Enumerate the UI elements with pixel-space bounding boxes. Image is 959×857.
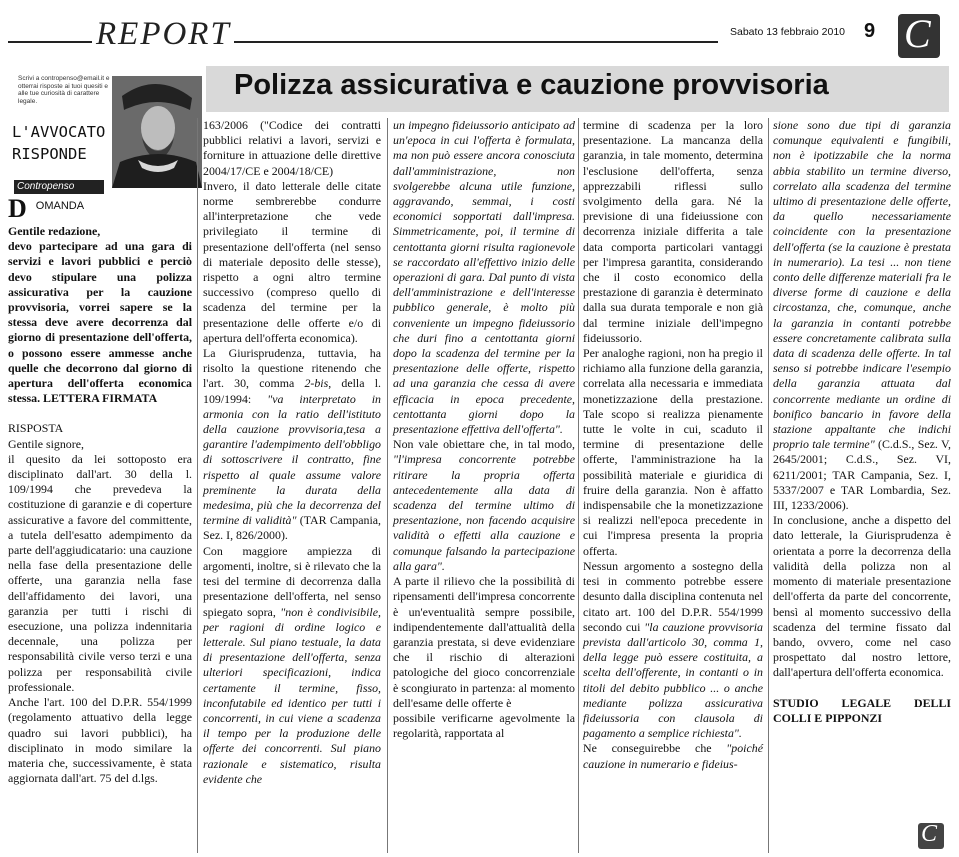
drop-cap: D: [8, 194, 27, 223]
body-paragraph: [203, 346, 381, 544]
column-4: [583, 118, 763, 772]
body-paragraph: [773, 118, 951, 513]
answer-paragraph: Anche l'art. 100 del D.P.R. 554/1999 (regolamento attuativo della legge quadro sui lavori pubblici), ha disciplinato in modo similare la materia che, successivamente, è stata aggiornata dall'art. 75 del d.lgs.: [8, 695, 192, 786]
header-rule-right: [234, 41, 718, 43]
signature: STUDIO LEGALE DELLI COLLI E PIPPONZI: [773, 695, 951, 725]
answer-greeting: Gentile signore,: [8, 436, 84, 451]
masthead-logo: [898, 11, 940, 58]
contropenso-logo: Contropenso: [14, 180, 104, 194]
quotation: "va interpretato in armonia con la ratio dell'istituto della cauzione provvisoria,tesa a garantire l'adempimento dell'obbligo di sottoscrivere il contratto, fine rispetto al quale assume valore preminente la durata della medesima, più che la decorrenza del termine di validità": [203, 391, 381, 528]
citation: (C.d.S., Sez. V, 2645/2001; C.d.S., Sez. VI, 6211/2001; TAR Campania, Sez. I, 5337/2007 e TAR Lombardia, Sez. III, 1233/2006).: [773, 437, 951, 513]
text-run: , della l. 109/1994:: [203, 376, 381, 406]
section-title: REPORT: [96, 16, 231, 52]
quotation: sione sono due tipi di garanzia comunque equivalenti e fungibili, non è ipotizzabile che la norma abbia stabilito un termine diverso, correlato alla scadenza del termine ultimo di presentazione delle offerte, da quello necessariamente coincidente con la presentazione dell'offerta (se la cauzione è prestata in numerario). La tesi ... non tiene conto delle differenze materiali fra le diverse forme di cauzione e della circostanza, che, comunque, anche la garanzia in contanti potrebbe essere concretamente calibrata sulla data di scadenza delle offerte. In tal senso si potrebbe indicare l'esempio della garanzia attuata dal concorrente mediante un ordine di bonifico bancario in favore della stazione appaltante che indichi proprio tale termine": [773, 118, 951, 452]
body-paragraph: [583, 559, 763, 741]
body-paragraph: [583, 741, 763, 771]
question-greeting: Gentile redazione,: [8, 224, 101, 238]
domanda-label: OMANDA: [35, 200, 85, 212]
body-paragraph: [393, 437, 575, 574]
body-paragraph: Per analoghe ragioni, non ha pregio il richiamo alla funzione della garanzia, correlata alla necessaria e immediata monetizzazione della prestazione. Tale scopo si realizza pienamente tutte le volte in cui, scaduto il termine di presentazione delle offerte, l'amministrazione ha la possibilità materiale e giuridica di fruire della garanzia. Non è affatto indispensabile che la monetizzazione si realizzi nell'epoca precedente in cui l'impresa presenta la propria offerta.: [583, 346, 763, 558]
citation: (TAR Campania, Sez. I, 826/2000).: [203, 513, 381, 543]
column-rule: [768, 118, 769, 853]
answer-paragraph: il quesito da lei sottoposto era disciplinato dall'art. 30 della l. 109/1994 che prevedeva la costituzione di garanzie e di coperture assicurative a favore del committente, a tutela dell'esatto adempimento da parte dell'aggiudicatario: una cauzione nella fase della presentazione delle offerte, una garanzia nella fase dell'affidamento dei lavori, una garanzia per tutti i rischi di esecuzione, una polizza indennitaria decennale, una polizza per responsabilità civile verso terzi e una polizza per responsabilità civile professionale.: [8, 451, 192, 694]
rubric-line-1: L'AVVOCATO: [12, 123, 106, 141]
footer-logo: [918, 823, 944, 849]
column-1: [8, 194, 192, 786]
body-paragraph: [203, 544, 381, 787]
text-run: La Giurisprudenza, tuttavia, ha risolto la questione ritenendo che l'art. 30, comma: [203, 346, 381, 391]
logo-letter: C: [904, 11, 931, 56]
body-paragraph: 163/2006 ("Codice dei contratti pubblici relativi a lavori, servizi e forniture in attuazione delle direttive 2004/17/CE e 2004/18/CE): [203, 118, 381, 178]
page-number: 9: [864, 20, 876, 42]
page-header: [0, 0, 959, 62]
column-3: [393, 118, 575, 741]
risposta-label: RISPOSTA: [8, 421, 64, 436]
logo-letter: C: [921, 821, 938, 847]
body-paragraph: possibile verificarne agevolmente la regolarità, rapportata al: [393, 710, 575, 741]
body-paragraph: A parte il rilievo che la possibilità di ripensamenti dell'impresa concorrente è un'eventualità sempre possibile, indipendentemente dall'attualità della garanzia prestata, si deve evidenziare che il rischio di alterazioni patologiche del gioco concorrenziale è scongiurato in partenza: al momento dell'esame delle offerte è: [393, 574, 575, 710]
body-paragraph: Invero, il dato letterale delle citate norme sembrerebbe condurre all'interpretazione che vede privilegiato il termine di presentazione dell'offerta (nel senso di materiale deposito delle stesse), rispetto a ogni altro termine successivo (compreso quello di scadenza del termine per la presentazione delle offerte e/o di apertura dell'offerta economica).: [203, 178, 381, 345]
quotation: "non è condivisibile, per ragioni di ordine logico e letterale. Sul piano testuale, la data di presentazione dell'offerta, senza ulteriori specificazioni, indica certamente il termine, fisso, inconfutabile ed identico per tutti i concorrenti, in cui viene a scadenza il tempo per la produzione delle offerte dei concorrenti. Sul piano razionale e sistematico, risulta evidente che: [203, 604, 381, 786]
text-run: Con maggiore ampiezza di argomenti, inoltre, si è rilevato che la tesi del termine di decorrenza dalla presentazione dell'offerta, nel senso spiegato sopra,: [203, 543, 381, 619]
column-rule: [197, 118, 198, 853]
domanda-heading: [8, 194, 192, 224]
body-paragraph: In conclusione, anche a dispetto del dato letterale, la Giurisprudenza è orientata a porre la decorrenza della validità della polizza non al momento di materiale presentazione dell'offerta da parte del concorrente, bensì al momento successivo della scadenza del termine fissato dal bando, ovvero, come nel caso prospettato dal nostro lettore, dall'apertura dell'offerta economica.: [773, 513, 951, 680]
article-title: Polizza assicurativa e cauzione provvisoria: [234, 69, 829, 101]
sidebar-contact-note: Scrivi a contropenso@email.it e otterrai risposte ai tuoi quesiti e alle tue curiosità di carattere legale.: [18, 75, 110, 105]
quotation: "poiché cauzione in numerario e fideius-: [583, 741, 763, 771]
column-2: [203, 118, 381, 787]
column-5: [773, 118, 951, 726]
header-rule-left: [8, 41, 92, 43]
quotation: "l'impresa concorrente potrebbe ritirare la propria offerta antecedentemente alla data di scadenza del termine ultimo di presentazione, non facendo acquisire validità o effetti alla cauzione e comunque falsando la partecipazione alla gara".: [393, 452, 575, 573]
column-rule: [387, 118, 388, 853]
quotation: un impegno fideiussorio anticipato ad un'epoca in cui l'offerta è formulata, ma non può essere ancora conosciuta dall'amministrazione, non svolgerebbe alcuna utile funzione, aggravando, semmai, i costi economici sopportati dall'impresa. Simmetricamente, poi, il termine di centottanta giorni risulta ragionevole se raccordato all'effettivo inizio delle operazioni di gara. Dal punto di vista dell'amministrazione e dell'interesse pubblico generale, è molto più conveniente un impegno fideiussorio che duri fino a centottanta giorni dopo la scadenza del termine per la presentazione delle offerte, rispetto ad una garanzia che cessa di avere efficacia in epoca precedente, centottanta giorni dopo la presentazione effettiva dell'offerta".: [393, 118, 575, 437]
quotation: "la cauzione provvisoria prevista dall'articolo 30, comma 1, della legge può essere costituita, a scelta dell'offerente, in contanti o in titoli del debito pubblico ... o anche mediante polizza assicurativa fideiussoria con clausola di pagamento a semplice richiesta".: [583, 619, 763, 741]
rubric-line-2: RISPONDE: [12, 145, 87, 163]
column-rule: [578, 118, 579, 853]
question-text: devo partecipare ad una gara di servizi e lavori pubblici e perciò devo stipulare una polizza assicurativa per la cauzione provvisoria, vorrei sapere se la stessa deve avere decorrenza dal giorno di presentazione dell'offerta, o possono essere ammesse anche quelle che decorrono dal giorno di apertura dell'offerta economica stessa. LETTERA FIRMATA: [8, 239, 192, 406]
lawyer-portrait: [112, 76, 202, 188]
issue-date: Sabato 13 febbraio 2010: [730, 26, 846, 38]
body-paragraph: termine di scadenza per la loro presentazione. La mancanza della garanzia, in tale momento, determina l'esclusione dell'offerta, senza apprezzabili riflessi sullo svolgimento della gara. Né la previsione di una fideiussione con decorrenza iniziale differita a tale data comporta particolari vantaggi per l'impresa garantita, considerando che il costo economico della prestazione di garanzia è determinato dalla sua durata temporale e non già dal termine iniziale dell'impegno fideiussorio.: [583, 118, 763, 345]
rubric-title: [12, 121, 105, 165]
text-run: Non vale obiettare che, in tal modo,: [393, 437, 575, 452]
text-run: Nessun argomento a sostegno della tesi in commento potrebbe essere desunto dalla disciplina contenuta nel citato art. 100 del D.P.R. 554/1999 secondo cui: [583, 558, 763, 634]
text-run: 2-bis: [304, 376, 329, 391]
text-run: Ne conseguirebbe che: [583, 741, 727, 756]
